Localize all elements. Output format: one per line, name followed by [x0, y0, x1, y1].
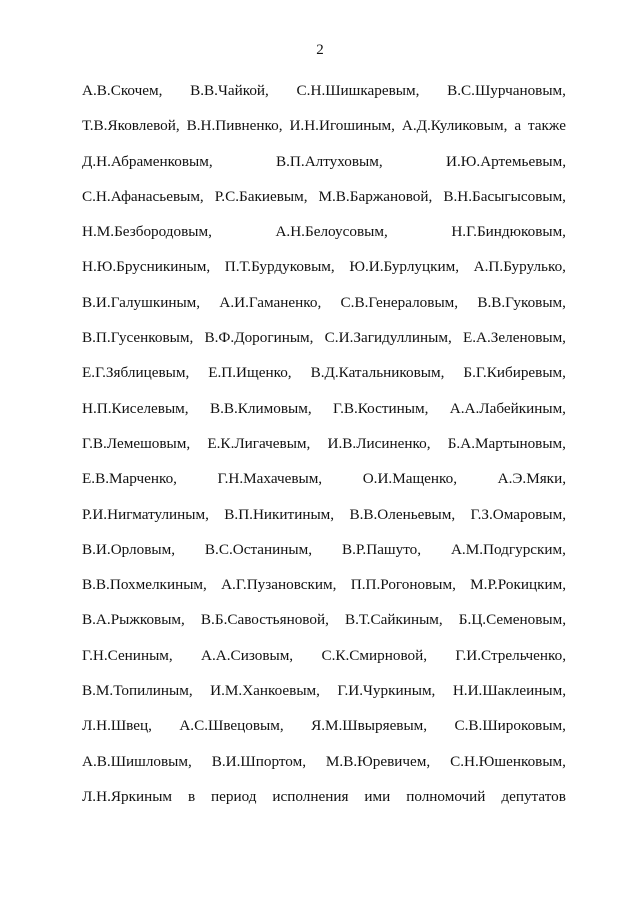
text-word: В.Т.Сайкиным,	[344, 611, 443, 629]
text-line	[82, 435, 566, 470]
text-word: М.В.Баржановой,	[318, 187, 433, 205]
text-line	[82, 576, 566, 611]
text-word: В.В.Оленьевым,	[349, 505, 456, 523]
text-word: Б.Г.Кибиревым,	[463, 364, 566, 382]
text-word: также	[527, 117, 566, 135]
text-line	[82, 400, 566, 435]
text-word: Г.В.Лемешовым,	[82, 434, 191, 452]
text-line	[82, 117, 566, 152]
text-line	[82, 329, 566, 364]
text-word: В.П.Алтуховым,	[276, 152, 383, 170]
text-word: Н.М.Безбородовым,	[82, 223, 212, 241]
text-word: Г.И.Стрельченко,	[455, 646, 566, 664]
text-word: Б.Ц.Семеновым,	[458, 611, 566, 629]
text-word: В.М.Топилиным,	[82, 682, 193, 700]
text-line	[82, 258, 566, 293]
text-word: А.Э.Мяки,	[497, 470, 566, 488]
text-line	[82, 188, 566, 223]
text-word: А.А.Лабейкиным,	[449, 399, 566, 417]
text-word: В.В.Чайкой,	[190, 82, 269, 99]
text-word: Н.Ю.Брусникиным,	[82, 258, 211, 276]
text-word: В.В.Гуковым,	[477, 293, 566, 311]
text-word: А.Н.Белоусовым,	[275, 223, 388, 241]
text-word: В.Д.Катальниковым,	[310, 364, 445, 382]
text-line	[82, 82, 566, 117]
text-word: В.Б.Савостьяновой,	[200, 611, 329, 629]
document-body	[82, 82, 566, 823]
text-word: исполнения	[272, 787, 349, 805]
text-word: депутатов	[501, 787, 566, 805]
text-word: Г.Н.Махачевым,	[217, 470, 323, 488]
text-word: С.К.Смирновой,	[321, 646, 428, 664]
text-word: В.В.Похмелкиным,	[82, 576, 207, 594]
text-word: Н.Г.Биндюковым,	[451, 223, 566, 241]
text-word: И.М.Ханкоевым,	[210, 682, 320, 700]
text-word: А.С.Швецовым,	[179, 717, 284, 735]
text-word: А.М.Подгурским,	[450, 540, 566, 558]
text-line	[82, 611, 566, 646]
text-word: С.Н.Афанасьевым,	[82, 187, 204, 205]
page-number: 2	[316, 42, 324, 58]
text-word: В.И.Орловым,	[82, 540, 176, 558]
text-word: Е.К.Лигачевым,	[207, 434, 311, 452]
text-word: П.П.Рогоновым,	[350, 576, 456, 594]
text-word: В.П.Никитиным,	[224, 505, 335, 523]
text-line	[82, 682, 566, 717]
text-word: Л.Н.Швец,	[82, 717, 152, 735]
text-word: Е.А.Зеленовым,	[462, 329, 566, 347]
text-word: В.С.Шурчановым,	[447, 82, 566, 99]
text-word: О.И.Мащенко,	[362, 470, 458, 488]
text-word: С.И.Загидуллиным,	[324, 329, 452, 347]
text-word: С.Н.Шишкаревым,	[296, 82, 420, 99]
text-word: И.Н.Игошиным,	[289, 117, 395, 135]
text-word: А.П.Бурулько,	[473, 258, 566, 276]
text-word: Л.Н.Яркиным	[82, 787, 173, 805]
text-word: Г.З.Омаровым,	[470, 505, 566, 523]
text-line	[82, 753, 566, 788]
text-word: И.Ю.Артемьевым,	[446, 152, 566, 170]
text-word: А.А.Сизовым,	[201, 646, 294, 664]
text-word: А.Д.Куликовым,	[401, 117, 508, 135]
text-word: В.И.Шпортом,	[211, 752, 306, 770]
text-line	[82, 506, 566, 541]
text-word: В.Н.Басыгысовым,	[443, 187, 566, 205]
text-word: В.Ф.Дорогиным,	[204, 329, 314, 347]
text-word: В.С.Останиным,	[204, 540, 313, 558]
text-word: Г.Н.Сениным,	[82, 646, 173, 664]
text-word: а	[514, 117, 522, 135]
text-word: Я.М.Швыряевым,	[311, 717, 428, 735]
text-word: Б.А.Мартыновым,	[447, 434, 566, 452]
text-word: В.В.Климовым,	[209, 399, 312, 417]
text-line	[82, 788, 566, 823]
text-word: полномочий	[406, 787, 486, 805]
text-line	[82, 717, 566, 752]
text-line	[82, 541, 566, 576]
text-word: Р.С.Бакиевым,	[214, 187, 308, 205]
text-word: В.Н.Пивненко,	[186, 117, 283, 135]
text-word: в	[187, 787, 196, 805]
text-word: ими	[364, 787, 391, 805]
text-line	[82, 153, 566, 188]
text-word: Е.П.Ищенко,	[208, 364, 292, 382]
text-word: период	[211, 787, 257, 805]
text-word: А.И.Гаманенко,	[219, 293, 322, 311]
text-word: Г.И.Чуркиным,	[337, 682, 436, 700]
text-word: С.Н.Юшенковым,	[450, 752, 566, 770]
text-word: Е.В.Марченко,	[82, 470, 177, 488]
text-word: А.В.Скочем,	[82, 82, 163, 99]
text-word: Ю.И.Бурлуцким,	[349, 258, 460, 276]
text-word: С.В.Широковым,	[454, 717, 566, 735]
text-word: В.А.Рыжковым,	[82, 611, 185, 629]
text-word: Г.В.Костиным,	[333, 399, 429, 417]
text-word: Е.Г.Зяблицевым,	[82, 364, 190, 382]
text-word: М.Р.Рокицким,	[470, 576, 566, 594]
text-word: Н.И.Шаклеиным,	[452, 682, 566, 700]
text-word: С.В.Генераловым,	[340, 293, 459, 311]
text-word: В.И.Галушкиным,	[82, 293, 201, 311]
text-line	[82, 470, 566, 505]
text-line	[82, 364, 566, 399]
text-word: А.Г.Пузановским,	[221, 576, 337, 594]
text-word: П.Т.Бурдуковым,	[224, 258, 335, 276]
text-line	[82, 223, 566, 258]
text-line	[82, 647, 566, 682]
text-word: А.В.Шишловым,	[82, 752, 192, 770]
text-word: М.В.Юревичем,	[325, 752, 431, 770]
text-line	[82, 294, 566, 329]
text-word: Н.П.Киселевым,	[82, 399, 189, 417]
text-word: В.П.Гусенковым,	[82, 329, 194, 347]
text-word: В.Р.Пашуто,	[341, 540, 422, 558]
text-word: Т.В.Яковлевой,	[82, 117, 180, 135]
text-word: И.В.Лисиненко,	[327, 434, 431, 452]
text-word: Д.Н.Абраменковым,	[82, 152, 213, 170]
text-word: Р.И.Нигматулиным,	[82, 505, 209, 523]
